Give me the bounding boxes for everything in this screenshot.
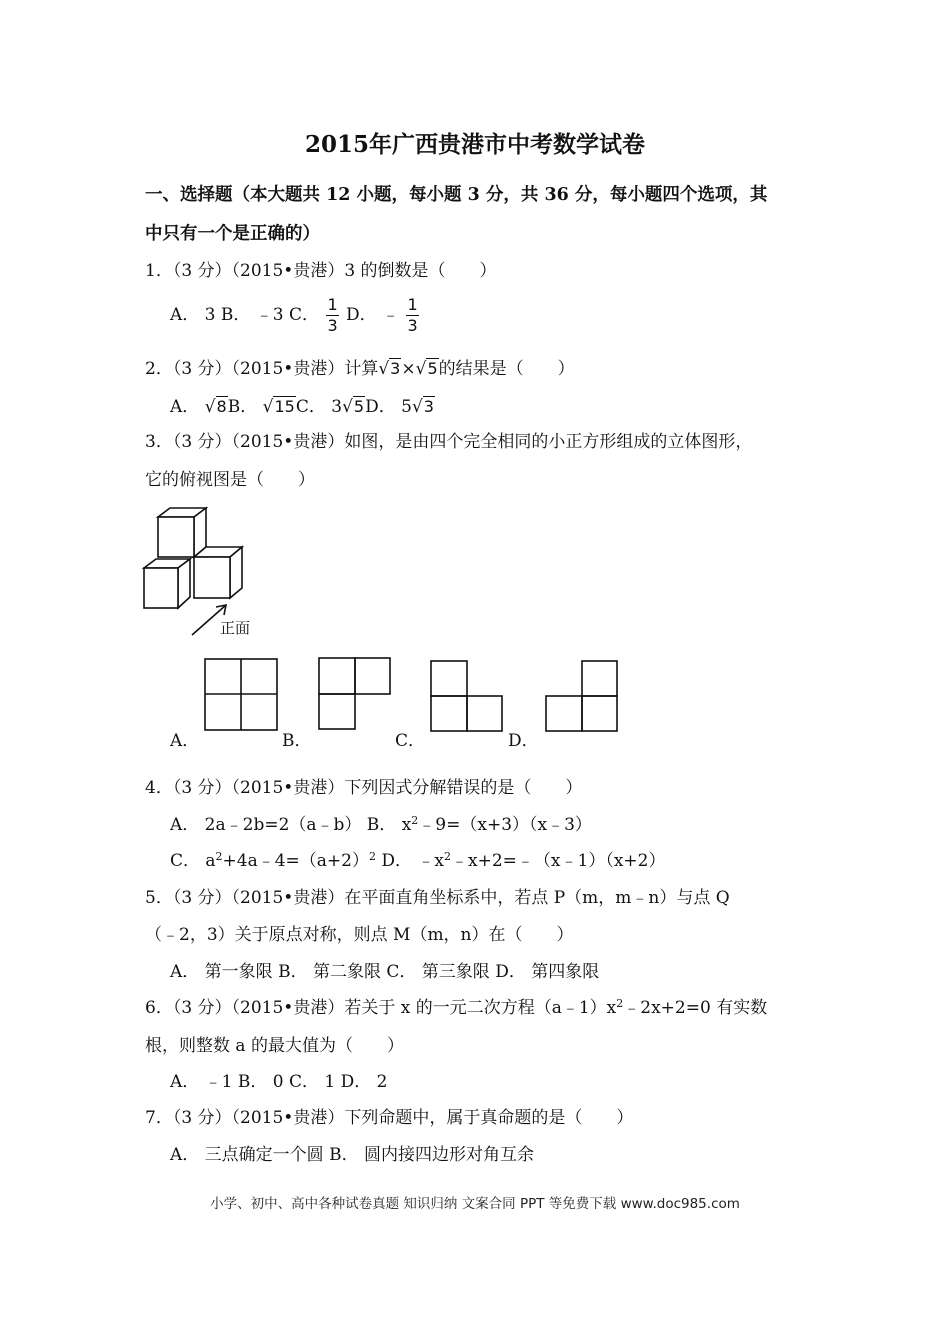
q2-option-d-label: D． 5 xyxy=(365,397,412,417)
q1-options-prefix: A． 3 B． ﹣3 C． xyxy=(170,305,320,325)
q6-stem-line2: 根，则整数 a 的最大值为（ ） xyxy=(145,1036,404,1056)
exponent: 2 xyxy=(411,814,419,827)
q4-ab-text-1: A． 2a﹣2b=2（a﹣b） B． x xyxy=(170,815,412,835)
q2-option-a-label: A． xyxy=(170,397,200,417)
exponent: 2 xyxy=(369,850,376,863)
q5-stem-line1: 5．（3 分）（2015•贵港）在平面直角坐标系中，若点 P（m，m﹣n）与点 Q xyxy=(145,888,730,908)
exponent: 2 xyxy=(444,850,452,863)
q3-option-d-label: D． xyxy=(508,731,539,751)
q3-cube-figure xyxy=(140,505,260,640)
sqrt-5: √5 xyxy=(342,397,365,417)
fraction-numerator: 1 xyxy=(327,295,338,314)
fraction-denominator: 3 xyxy=(407,316,418,335)
q1-option-d-label: D． ﹣ xyxy=(346,305,400,325)
q3-option-d-figure xyxy=(544,659,622,735)
page-footer: 小学、初中、高中各种试卷真题 知识归纳 文案合同 PPT 等免费下载 www.doc985.com xyxy=(210,1196,740,1212)
sqrt-3: √3 xyxy=(411,397,434,417)
fraction-denominator: 3 xyxy=(327,316,338,335)
q4-options-ab xyxy=(170,810,592,835)
section-heading-line2: 中只有一个是正确的） xyxy=(145,224,320,244)
q5-stem-line2: （﹣2，3）关于原点对称，则点 M（m，n）在（ ） xyxy=(145,925,574,945)
q4-cd-text-2: +4a﹣4=（a+2） xyxy=(222,851,369,871)
q2-options xyxy=(170,392,435,417)
sqrt-5: √5 xyxy=(415,359,438,379)
q3-option-a-label: A． xyxy=(170,731,200,751)
q2-stem-b: 的结果是（ ） xyxy=(438,359,575,379)
q3-stem-line2: 它的俯视图是（ ） xyxy=(145,470,315,490)
times-sign: × xyxy=(401,359,416,379)
sqrt-3: √3 xyxy=(378,359,401,379)
q6-stem-line1 xyxy=(145,993,767,1018)
exponent: 2 xyxy=(215,850,223,863)
q3-option-b-label: B． xyxy=(282,731,312,751)
q1-fraction-d xyxy=(406,297,418,334)
q3-option-c-figure xyxy=(429,659,507,735)
q2-option-b-label: B． xyxy=(227,397,258,417)
q6-stem-text-b: ﹣2x+2=0 有实数 xyxy=(623,998,768,1018)
q3-option-c-label: C． xyxy=(395,731,426,751)
q1-fraction-c xyxy=(326,297,338,334)
sqrt-15: √15 xyxy=(262,397,295,417)
q7-stem: 7．（3 分）（2015•贵港）下列命题中，属于真命题的是（ ） xyxy=(145,1108,634,1128)
q5-options: A． 第一象限 B． 第二象限 C． 第三象限 D． 第四象限 xyxy=(170,962,600,982)
q6-options: A． ﹣1 B． 0 C． 1 D． 2 xyxy=(170,1072,388,1092)
q3-option-b-figure xyxy=(317,656,393,732)
q4-ab-text-2: ﹣9=（x+3）（x﹣3） xyxy=(418,815,592,835)
q1-stem: 1．（3 分）（2015•贵港）3 的倒数是（ ） xyxy=(145,261,497,281)
q4-options-cd xyxy=(170,846,665,871)
q7-options: A． 三点确定一个圆 B． 圆内接四边形对角互余 xyxy=(170,1145,534,1165)
front-view-label: 正面 xyxy=(220,619,251,637)
q1-options xyxy=(170,297,421,334)
q3-option-a-figure xyxy=(204,658,280,734)
page-title: 2015年广西贵港市中考数学试卷 xyxy=(304,131,645,158)
q4-cd-text-1: C． a xyxy=(170,851,216,871)
sqrt-8: √8 xyxy=(204,397,227,417)
q2-option-c-label: C． 3 xyxy=(295,397,343,417)
section-heading-line1: 一、选择题（本大题共 12 小题，每小题 3 分，共 36 分，每小题四个选项，其 xyxy=(145,185,768,205)
q4-stem: 4．（3 分）（2015•贵港）下列因式分解错误的是（ ） xyxy=(145,778,583,798)
q4-cd-text-3: D． ﹣x xyxy=(376,851,445,871)
q3-stem-line1: 3．（3 分）（2015•贵港）如图，是由四个完全相同的小正方形组成的立体图形， xyxy=(145,432,753,452)
q2-stem xyxy=(145,354,575,379)
fraction-numerator: 1 xyxy=(407,295,418,314)
exponent: 2 xyxy=(616,997,624,1010)
q4-cd-text-4: ﹣x+2=﹣（x﹣1）（x+2） xyxy=(451,851,666,871)
q6-stem-text-a: 6．（3 分）（2015•贵港）若关于 x 的一元二次方程（a﹣1）x xyxy=(145,998,617,1018)
q2-stem-a: 2．（3 分）（2015•贵港）计算 xyxy=(145,359,379,379)
